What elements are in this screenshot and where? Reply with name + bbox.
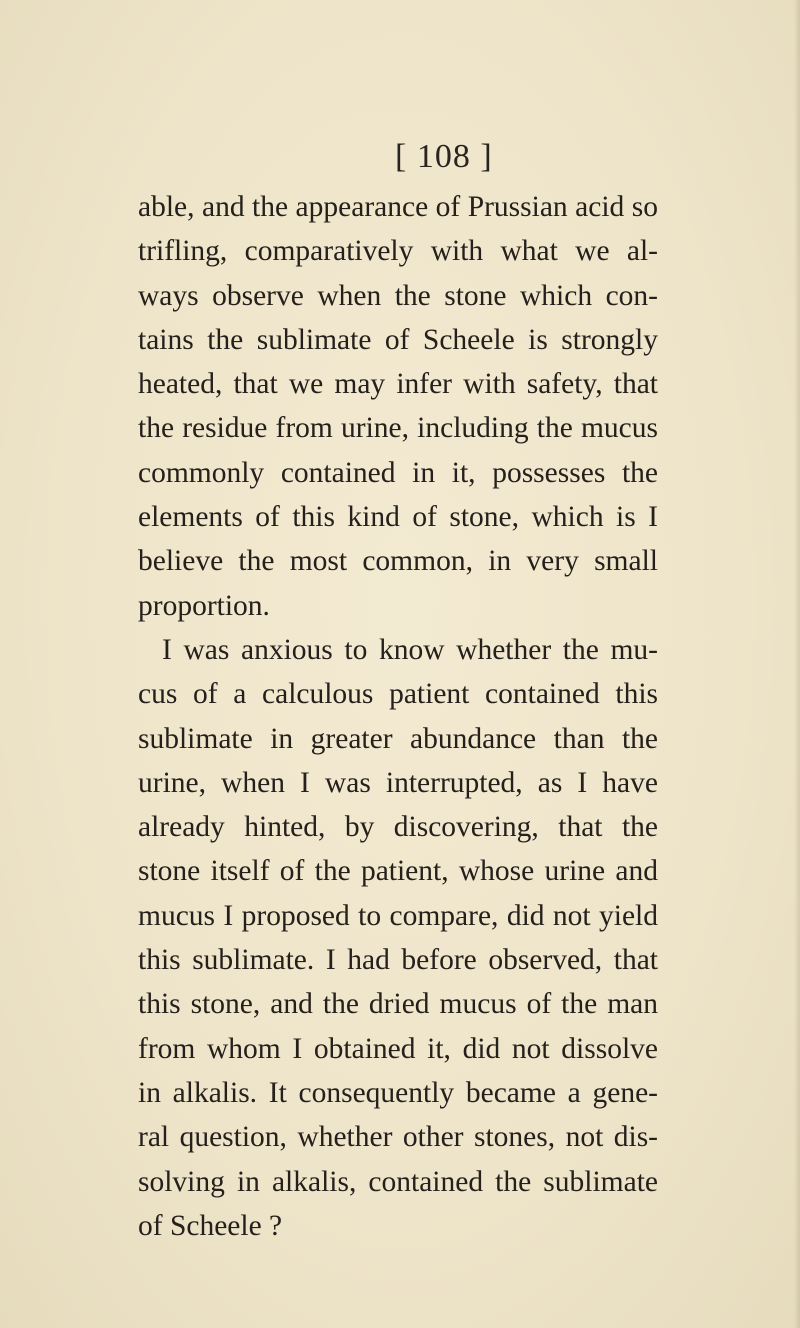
text-line: mucus I proposed to compare, did not yield	[138, 899, 658, 932]
text-line: commonly contained in it, possesses the	[138, 456, 658, 489]
page-edge-shadow	[794, 0, 800, 1328]
text-line: able, and the appearance of Prussian acid so	[138, 191, 658, 223]
text-line: the residue from urine, including the mucus	[138, 412, 658, 445]
text-line: urine, when I was interrupted, as I have	[138, 766, 658, 799]
text-line: stone itself of the patient, whose urine and	[138, 855, 658, 888]
page-number: [ 108 ]	[395, 138, 493, 175]
text-line: sublimate in greater abundance than the	[138, 722, 658, 755]
text-line: this sublimate. I had before observed, that	[138, 944, 658, 977]
text-line: ways observe when the stone which con-	[138, 279, 658, 312]
text-line: from whom I obtained it, did not dissolve	[138, 1032, 658, 1065]
text-line: believe the most common, in very small	[138, 545, 658, 578]
text-line: solving in alkalis, contained the sublimate	[138, 1165, 658, 1198]
text-line: heated, that we may infer with safety, that	[138, 368, 658, 401]
text-line: I was anxious to know whether the mu-	[162, 633, 658, 666]
text-line: proportion.	[138, 589, 270, 622]
text-line: already hinted, by discovering, that the	[138, 811, 658, 844]
body-text	[138, 185, 658, 1248]
text-line: ral question, whether other stones, not dis-	[138, 1121, 658, 1154]
text-line: cus of a calculous patient contained this	[138, 678, 658, 711]
text-line: in alkalis. It consequently became a gene-	[138, 1076, 658, 1109]
text-line: elements of this kind of stone, which is I	[138, 501, 658, 534]
text-line: of Scheele ?	[138, 1209, 283, 1242]
text-line: trifling, comparatively with what we al-	[138, 235, 658, 268]
text-line: tains the sublimate of Scheele is strongly	[138, 323, 658, 356]
text-line: this stone, and the dried mucus of the man	[138, 988, 658, 1021]
